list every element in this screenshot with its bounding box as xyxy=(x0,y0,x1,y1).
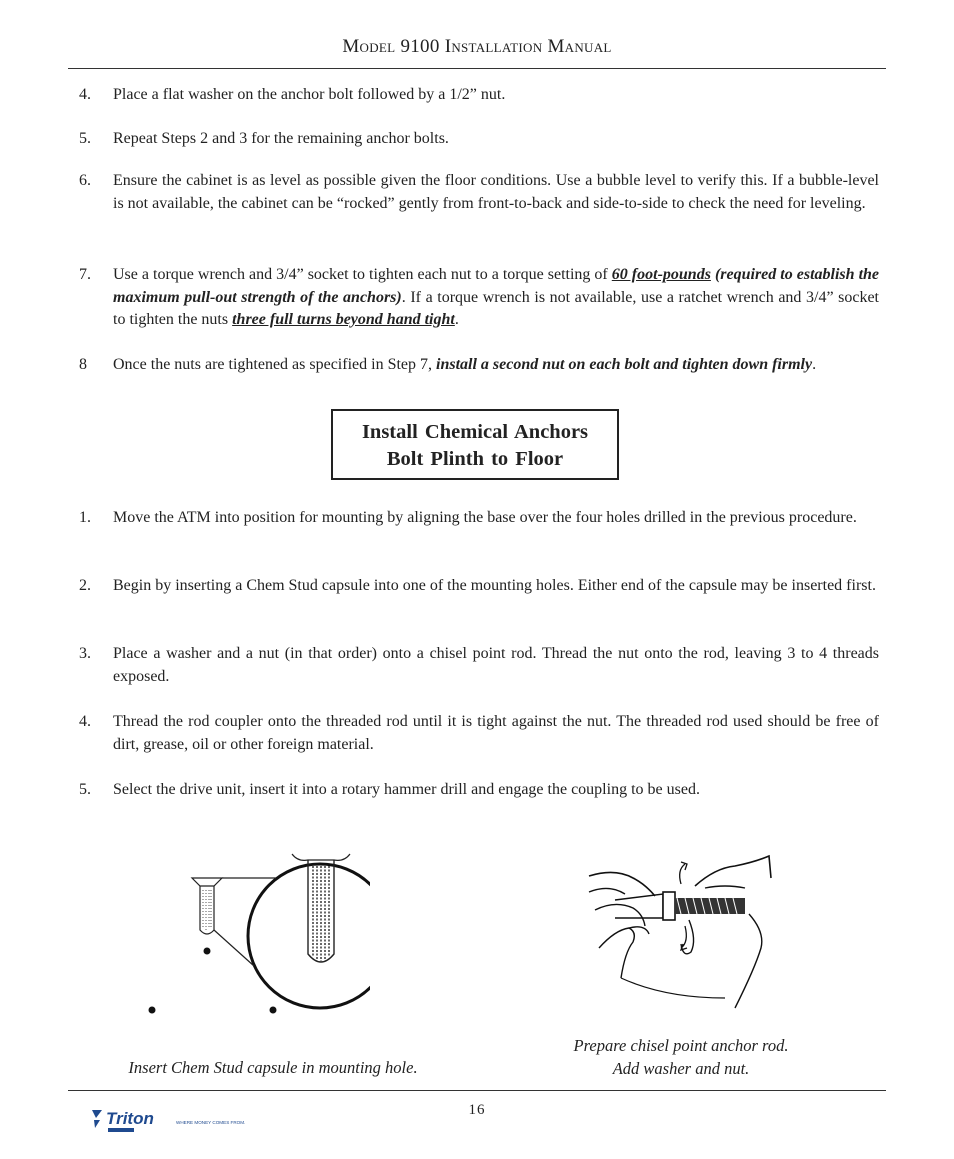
anchor-rod-illustration xyxy=(585,848,780,1018)
step7-torque-value: 60 foot-pounds xyxy=(611,266,711,283)
list-item-step8 xyxy=(79,354,879,377)
list-item-number: 4. xyxy=(79,86,91,103)
section-heading-line2: Bolt Plinth to Floor xyxy=(386,448,564,470)
step8-text-2: . xyxy=(812,356,817,373)
step7-turns-emphasis: three full turns beyond hand tight xyxy=(232,311,455,328)
section-heading-line1: Install Chemical Anchors xyxy=(361,421,589,443)
page-number: 16 xyxy=(468,1102,486,1118)
list-item xyxy=(79,575,879,598)
list-item xyxy=(79,507,879,530)
list-item-text: Place a flat washer on the anchor bolt followed by a 1/2” nut. xyxy=(113,86,506,103)
step7-emphasis: (required to establish the maximum pull-out strength of the anchors) xyxy=(113,266,880,306)
list-item-text: Ensure the cabinet is as level as possible given the floor conditions. Use a bubble level to verify this. If a bubble-level is not available, the cabinet can be “rocked” gently from front-to-back and side-to-side to check the need for leveling. xyxy=(113,172,879,212)
footer-rule xyxy=(68,1090,886,1091)
triton-logo xyxy=(88,1104,258,1138)
step8-emphasis: install a second nut on each bolt and tighten down firmly xyxy=(436,356,813,373)
list-item-number: 5. xyxy=(79,130,91,147)
step7-text-3: . xyxy=(454,311,459,328)
step7-text-1: Use a torque wrench and 3/4” socket to tighten each nut to a torque setting of xyxy=(113,266,612,283)
list-item-text: Move the ATM into position for mounting by aligning the base over the four holes drilled in the previous procedure. xyxy=(113,509,857,526)
capsule-illustration xyxy=(130,830,370,1020)
list-item-number: 2. xyxy=(79,577,91,594)
right-figure-caption-line1: Prepare chisel point anchor rod. xyxy=(573,1036,789,1055)
section-heading-box xyxy=(331,409,619,480)
list-item-text: Repeat Steps 2 and 3 for the remaining anchor bolts. xyxy=(113,130,449,147)
header-rule xyxy=(68,68,886,69)
logo-wordmark: Triton xyxy=(106,1109,154,1128)
list-item-step7 xyxy=(79,264,879,332)
list-item-text: Thread the rod coupler onto the threaded rod until it is tight against the nut. The threaded rod used should be free of dirt, grease, oil or other foreign material. xyxy=(113,713,879,753)
list-item-text: Select the drive unit, insert it into a rotary hammer drill and engage the coupling to be used. xyxy=(113,781,700,798)
list-item-text: Begin by inserting a Chem Stud capsule into one of the mounting holes. Either end of the capsule may be inserted first. xyxy=(113,577,876,594)
list-item xyxy=(79,170,879,215)
left-figure-caption: Insert Chem Stud capsule in mounting hole. xyxy=(128,1058,418,1077)
list-item-number: 5. xyxy=(79,781,91,798)
list-item-number: 6. xyxy=(79,172,91,189)
list-item-number: 3. xyxy=(79,645,91,662)
right-figure-caption-line2: Add washer and nut. xyxy=(612,1059,750,1078)
list-item xyxy=(79,84,879,107)
list-item-number: 4. xyxy=(79,713,91,730)
list-item-number: 7. xyxy=(79,266,91,283)
list-item-text xyxy=(113,354,879,377)
list-item xyxy=(79,128,879,151)
list-item-text xyxy=(113,264,879,332)
logo-tagline: WHERE MONEY COMES FROM. xyxy=(176,1120,246,1125)
page-header-title: Model 9100 Installation Manual xyxy=(342,36,612,57)
list-item-number: 1. xyxy=(79,509,91,526)
step8-text-1: Once the nuts are tightened as specified in Step 7, xyxy=(113,356,437,373)
list-item-text: Place a washer and a nut (in that order) onto a chisel point rod. Thread the nut onto the rod, leaving 3 to 4 threads exposed. xyxy=(113,645,879,685)
list-item xyxy=(79,643,879,688)
list-item-number: 8 xyxy=(79,356,87,373)
list-item xyxy=(79,711,879,756)
step7-text-2: . If a torque wrench is not available, use a ratchet wrench and 3/4” socket to tighten the nuts xyxy=(113,288,880,328)
list-item xyxy=(79,779,879,802)
right-figure-caption xyxy=(530,1034,832,1080)
